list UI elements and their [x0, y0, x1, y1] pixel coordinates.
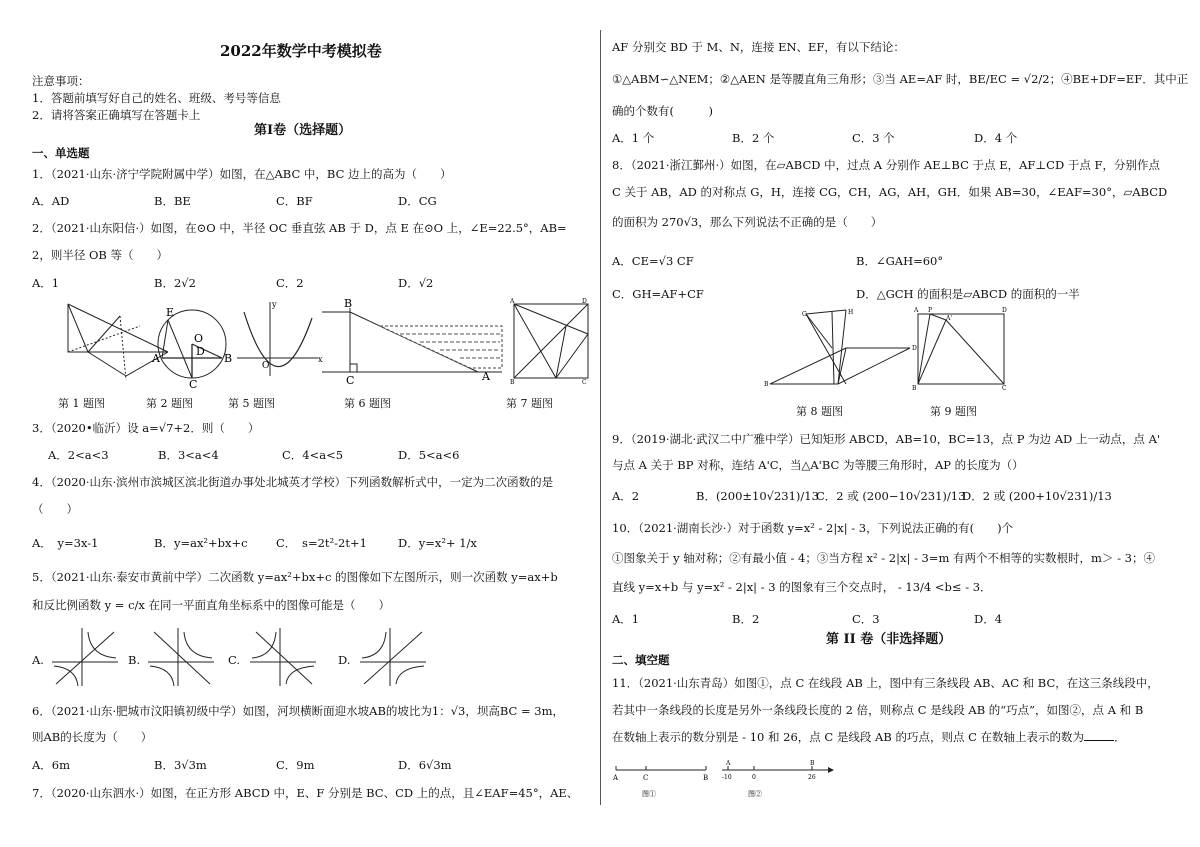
q11-line1: 11．（2021·山东青岛）如图①，点 C 在线段 AB 上，图中有三条线段 AB、AC 和 BC，在这三条线段中，	[612, 676, 1159, 690]
q11-fig2-label-neg10: -10	[722, 774, 732, 781]
q4-option-a[interactable]: A． y=3x-1	[32, 536, 99, 550]
q8-line2: C 关于 AB，AD 的对称点 G，H，连接 CG，CH，AG，AH，GH．如果 AB=30，∠EAF=30°，▱ABCD	[612, 185, 1168, 199]
svg-text:D: D	[1002, 307, 1007, 314]
q9-option-b[interactable]: B．(200±10√231)/13	[696, 489, 819, 503]
part1-heading: 第Ⅰ卷（选择题）	[254, 123, 352, 138]
q11-fig1-label-c: C	[643, 774, 649, 782]
q5-option-b[interactable]: B.	[128, 653, 141, 667]
q2-option-d[interactable]: D．√2	[398, 276, 434, 290]
notice-item-2: 2．请将答案正确填写在答题卡上	[32, 108, 201, 122]
q3-option-c[interactable]: C．4<a<5	[282, 448, 344, 462]
q10-line3: 直线 y=x+b 与 y=x² - 2|x| - 3 的图象有三个交点时， - 13/4 <b≤ - 3．	[612, 580, 992, 594]
svg-text:A: A	[914, 307, 919, 314]
svg-text:H: H	[848, 309, 854, 316]
q7-option-c[interactable]: C．3 个	[852, 131, 895, 145]
svg-text:B: B	[764, 381, 769, 388]
svg-text:O: O	[262, 361, 270, 371]
figure-q11-1	[612, 758, 720, 802]
caption-fig-9: 第 9 题图	[930, 405, 977, 418]
q6-line1: 6．（2021·山东·肥城市汶阳镇初级中学）如图，河坝横断面迎水坡AB的坡比为1：√3，坝高BC = 3m，	[32, 704, 564, 718]
q9-option-d[interactable]: D．2 或 (200+10√231)/13	[962, 489, 1112, 503]
q10-option-d[interactable]: D．4	[974, 612, 1003, 626]
q8-option-a[interactable]: A．CE=√3 CF	[612, 254, 694, 268]
q6-option-d[interactable]: D．6√3m	[398, 758, 452, 772]
q1-option-a[interactable]: A．AD	[32, 194, 70, 208]
q5-option-d[interactable]: D.	[338, 653, 351, 667]
figure-q2	[142, 300, 242, 391]
svg-text:A: A	[510, 298, 515, 305]
svg-text:G: G	[802, 311, 807, 318]
q2-line2: 2，则半径 OB 等（ ）	[32, 248, 169, 262]
q8-line3: 的面积为 270√3，那么下列说法不正确的是（ ）	[612, 215, 883, 229]
svg-text:D: D	[196, 345, 205, 358]
section2-heading: 二、填空题	[612, 653, 670, 667]
q1-option-c[interactable]: C．BF	[276, 194, 313, 208]
q5-option-a[interactable]: A.	[32, 653, 44, 667]
q3-stem: 3．（2020•临沂）设 a=√7+2．则（ ）	[32, 421, 260, 435]
q4-option-d[interactable]: D．y=x²+ 1/x	[398, 536, 477, 550]
q4-line2: （ ）	[32, 502, 78, 516]
figure-q9	[912, 306, 1008, 390]
q9-option-c[interactable]: C．2 或 (200−10√231)/13	[816, 489, 966, 503]
section1-heading: 一、单选题	[32, 146, 90, 160]
q11-fig2-label-0: 0	[752, 774, 756, 781]
q5-line2: 和反比例函数 y = c/x 在同一平面直角坐标系中的图像可能是（ ）	[32, 598, 391, 612]
q8-option-c[interactable]: C．GH=AF+CF	[612, 287, 704, 301]
q11-fig1-label-b: B	[703, 774, 709, 782]
q5-graph-d	[358, 626, 428, 688]
q10-option-b[interactable]: B．2	[732, 612, 760, 626]
caption-fig-5: 第 5 题图	[228, 397, 275, 410]
q11-fig1-caption: 图①	[642, 790, 656, 798]
svg-text:O: O	[194, 332, 204, 345]
q8-option-d[interactable]: D．△GCH 的面积是▱ABCD 的面积的一半	[856, 287, 1080, 301]
svg-text:C: C	[1002, 385, 1007, 392]
caption-fig-7: 第 7 题图	[506, 397, 553, 410]
svg-text:E: E	[166, 306, 175, 319]
q11-fig2-caption: 图②	[748, 790, 762, 798]
q10-line2: ①图象关于 y 轴对称；②有最小值 - 4；③当方程 x² - 2|x| - 3=m 有两个不相等的实数根时，m＞ - 3；④	[612, 551, 1155, 565]
q11-line3-text: 在数轴上表示的数分别是 - 10 和 26，点 C 是线段 AB 的巧点，则点 C 在数轴上表示的数为	[612, 730, 1085, 744]
svg-text:B: B	[912, 385, 917, 392]
figure-q5	[232, 298, 322, 378]
svg-text:A: A	[152, 352, 160, 365]
figure-q7	[510, 298, 592, 386]
q6-option-a[interactable]: A．6m	[32, 758, 71, 772]
q9-line2: 与点 A 关于 BP 对称，连结 A'C，当△A'BC 为等腰三角形时，AP 的长度为（）	[612, 458, 1024, 472]
q1-stem: 1．（2021·山东·济宁学院附属中学）如图，在△ABC 中，BC 边上的高为（ ）	[32, 167, 452, 181]
notice-heading: 注意事项：	[32, 74, 90, 88]
exam-title: 2022年数学中考模拟卷	[220, 42, 382, 60]
q5-graph-c	[248, 626, 318, 688]
svg-text:C: C	[189, 378, 198, 391]
q1-option-d[interactable]: D．CG	[398, 194, 437, 208]
figure-q11-2	[718, 758, 834, 802]
svg-text:A: A	[482, 370, 490, 383]
svg-text:D: D	[582, 298, 587, 305]
svg-text:C: C	[582, 379, 587, 386]
q9-line1: 9．（2019·湖北·武汉二中广雅中学）已知矩形 ABCD，AB=10，BC=13，点 P 为边 AD 上一动点，点 A'	[612, 432, 1161, 446]
q7-line3: ①△ABM∽△NEM；②△AEN 是等腰直角三角形；③当 AE=AF 时，BE/EC = √2/2；④BE+DF=EF．其中正	[612, 72, 1189, 86]
notice-item-1: 1．答题前填写好自己的姓名、班级、考号等信息	[32, 91, 281, 105]
part2-heading: 第 II 卷（非选择题）	[826, 632, 952, 647]
q3-option-b[interactable]: B．3<a<4	[158, 448, 219, 462]
q3-option-d[interactable]: D．5<a<6	[398, 448, 460, 462]
q6-line2: 则AB的长度为（ ）	[32, 730, 153, 744]
svg-text:B: B	[344, 297, 353, 310]
svg-text:x: x	[318, 355, 323, 364]
q7-line4: 确的个数有( )	[612, 104, 713, 118]
q11-fig2-label-b: B	[810, 760, 815, 767]
figure-q6	[320, 297, 510, 387]
svg-text:B: B	[510, 379, 515, 386]
q11-line3	[612, 730, 1126, 744]
caption-fig-6: 第 6 题图	[344, 397, 391, 410]
svg-text:A': A'	[946, 315, 952, 322]
q11-answer-blank[interactable]	[1084, 730, 1114, 741]
q11-fig2-label-a: A	[726, 760, 731, 767]
q2-line1: 2．（2021·山东阳信·）如图，在⊙O 中，半径 OC 垂直弦 AB 于 D，点 E 在⊙O 上，∠E=22.5°，AB=	[32, 221, 567, 235]
q8-line1: 8．（2021·浙江鄞州·）如图，在▱ABCD 中，过点 A 分别作 AE⊥BC 于点 E，AF⊥CD 于点 F，分别作点	[612, 158, 1160, 172]
svg-text:B: B	[224, 352, 233, 365]
q4-line1: 4．（2020·山东·滨州市滨城区滨北街道办事处北城英才学校）下列函数解析式中，一定为二次函数的是	[32, 475, 554, 489]
svg-text:y: y	[272, 300, 277, 309]
q4-option-b[interactable]: B．y=ax²+bx+c	[154, 536, 248, 550]
q9-option-a[interactable]: A．2	[612, 489, 640, 503]
q2-option-c[interactable]: C．2	[276, 276, 304, 290]
q2-option-b[interactable]: B．2√2	[154, 276, 196, 290]
q7-line1: 7．（2020·山东泗水·）如图，在正方形 ABCD 中，E、F 分别是 BC、CD 上的点，且∠EAF=45°，AE、	[32, 786, 579, 800]
q1-option-b[interactable]: B．BE	[154, 194, 191, 208]
q7-option-d[interactable]: D．4 个	[974, 131, 1018, 145]
figure-q8	[762, 306, 917, 390]
q7-option-b[interactable]: B．2 个	[732, 131, 775, 145]
svg-text:P: P	[928, 307, 933, 314]
q5-graph-b	[146, 626, 216, 688]
column-divider	[600, 30, 601, 805]
svg-text:D: D	[912, 345, 917, 352]
q2-option-a[interactable]: A．1	[32, 276, 60, 290]
q5-graph-a	[50, 626, 120, 688]
q11-line2: 若其中一条线段的长度是另外一条线段长度的 2 倍，则称点 C 是线段 AB 的“巧点”，如图②，点 A 和 B	[612, 703, 1144, 717]
q10-option-c[interactable]: C．3	[852, 612, 880, 626]
q6-option-c[interactable]: C．9m	[276, 758, 315, 772]
caption-fig-1: 第 1 题图	[58, 397, 105, 410]
svg-text:C: C	[346, 374, 355, 387]
q11-line3-end: ．	[1114, 730, 1126, 744]
q6-option-b[interactable]: B．3√3m	[154, 758, 207, 772]
q11-fig2-label-26: 26	[808, 774, 816, 781]
q5-line1: 5．（2021·山东·泰安市黄前中学）二次函数 y=ax²+bx+c 的图像如下左图所示，则一次函数 y=ax+b	[32, 570, 558, 584]
q5-option-c[interactable]: C.	[228, 653, 241, 667]
q3-option-a[interactable]: A．2<a<3	[48, 448, 109, 462]
q11-fig1-label-a: A	[613, 774, 619, 782]
q8-option-b[interactable]: B．∠GAH=60°	[856, 254, 944, 268]
q4-option-c[interactable]: C． s=2t²-2t+1	[276, 536, 367, 550]
q10-option-a[interactable]: A．1	[612, 612, 640, 626]
q10-line1: 10．（2021·湖南长沙·）对于函数 y=x² - 2|x| - 3，下列说法正确的有( )个	[612, 521, 1014, 535]
caption-fig-2: 第 2 题图	[146, 397, 193, 410]
caption-fig-8: 第 8 题图	[796, 405, 843, 418]
q7-line2: AF 分别交 BD 于 M、N，连接 EN、EF，有以下结论：	[612, 40, 905, 54]
q7-option-a[interactable]: A．1 个	[612, 131, 655, 145]
